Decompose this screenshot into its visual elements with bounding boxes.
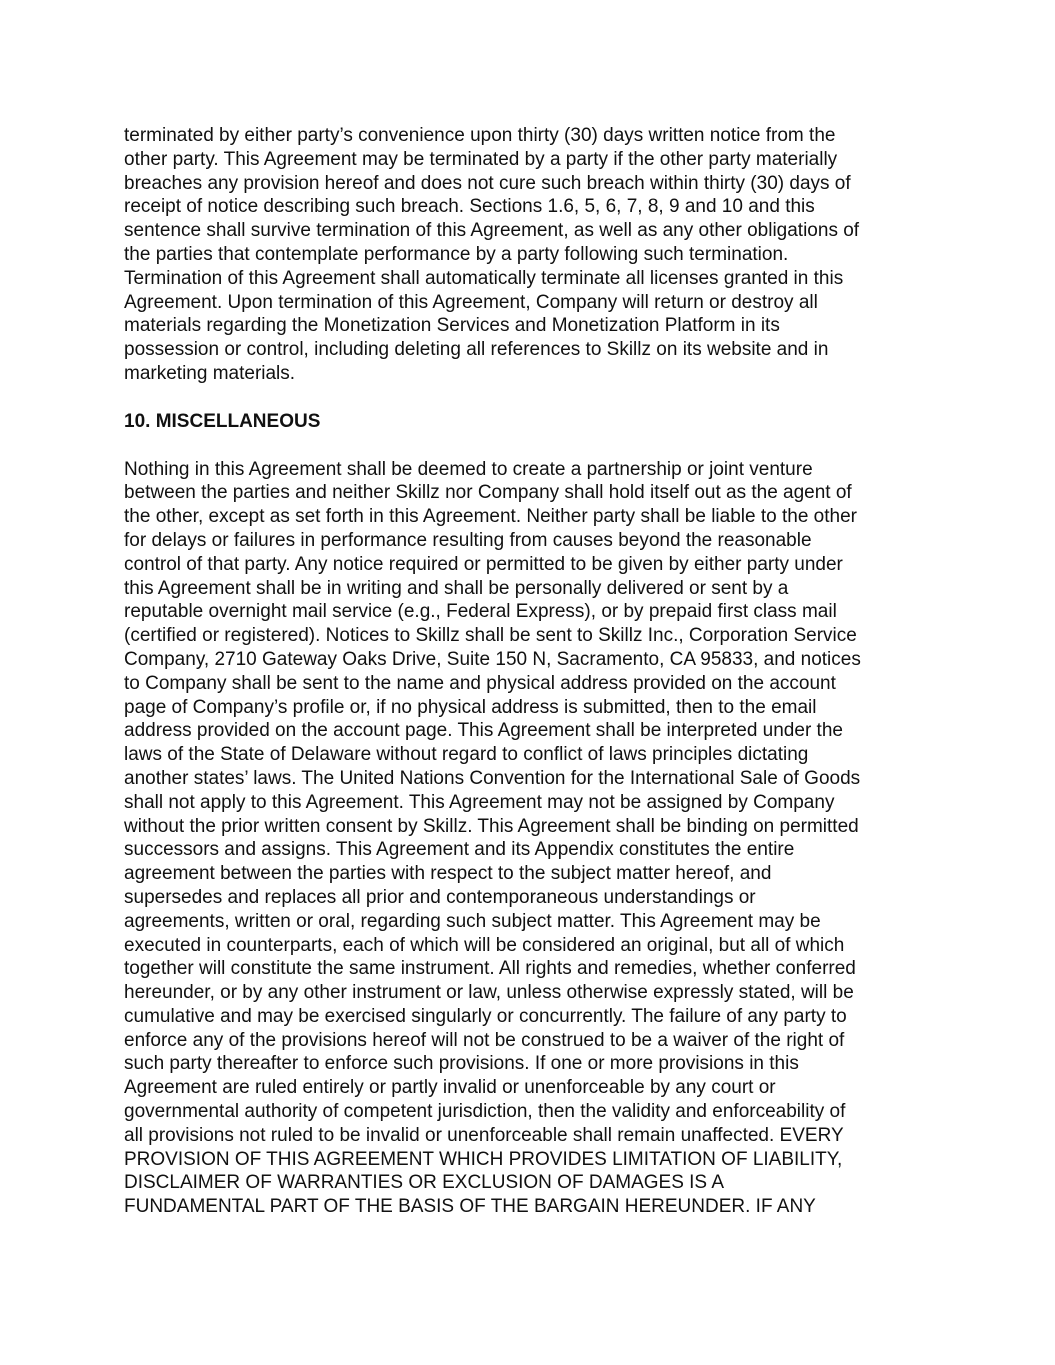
text-line: the parties that contemplate performance by a party following such termination.: [124, 243, 789, 265]
text-line: executed in counterparts, each of which will be considered an original, but all of which: [124, 934, 845, 956]
text-line: this Agreement shall be in writing and shall be personally delivered or sent by a: [124, 577, 789, 599]
document-body: [124, 124, 954, 1219]
text-line: without the prior written consent by Skillz. This Agreement shall be binding on permitted: [124, 815, 859, 837]
text-line: all provisions not ruled to be invalid or unenforceable shall remain unaffected. EVERY: [124, 1124, 844, 1146]
text-line: PROVISION OF THIS AGREEMENT WHICH PROVIDES LIMITATION OF LIABILITY,: [124, 1148, 843, 1170]
text-line: together will constitute the same instrument. All rights and remedies, whether conferred: [124, 958, 856, 980]
text-line: DISCLAIMER OF WARRANTIES OR EXCLUSION OF DAMAGES IS A: [124, 1172, 725, 1194]
text-line: FUNDAMENTAL PART OF THE BASIS OF THE BARGAIN HEREUNDER. IF ANY: [124, 1196, 816, 1218]
miscellaneous-paragraph: [124, 458, 954, 1220]
text-line: laws of the State of Delaware without regard to conflict of laws principles dictating: [124, 744, 809, 766]
text-line: receipt of notice describing such breach. Sections 1.6, 5, 6, 7, 8, 9 and 10 and this: [124, 196, 815, 218]
text-line: between the parties and neither Skillz nor Company shall hold itself out as the agent of: [124, 482, 852, 504]
text-line: sentence shall survive termination of this Agreement, as well as any other obligations of: [124, 220, 860, 242]
text-line: address provided on the account page. This Agreement shall be interpreted under the: [124, 720, 843, 742]
text-line: for delays or failures in performance resulting from causes beyond the reasonable: [124, 529, 812, 551]
text-line: possession or control, including deleting all references to Skillz on its website and in: [124, 339, 829, 361]
text-line: agreements, written or oral, regarding such subject matter. This Agreement may be: [124, 910, 821, 932]
text-line: Nothing in this Agreement shall be deemed to create a partnership or joint venture: [124, 458, 813, 480]
text-line: terminated by either party’s convenience upon thirty (30) days written notice from the: [124, 125, 836, 146]
text-line: shall not apply to this Agreement. This Agreement may not be assigned by Company: [124, 791, 835, 813]
text-line: Termination of this Agreement shall automatically terminate all licenses granted in this: [124, 267, 844, 289]
text-line: other party. This Agreement may be terminated by a party if the other party materially: [124, 148, 838, 170]
text-line: supersedes and replaces all prior and contemporaneous understandings or: [124, 886, 756, 908]
text-line: governmental authority of competent jurisdiction, then the validity and enforceability of: [124, 1101, 846, 1123]
text-line: marketing materials.: [124, 362, 296, 384]
text-line: to Company shall be sent to the name and physical address provided on the account: [124, 672, 836, 694]
text-line: hereunder, or by any other instrument or law, unless otherwise expressly stated, will be: [124, 982, 854, 1004]
text-line: Company, 2710 Gateway Oaks Drive, Suite 150 N, Sacramento, CA 95833, and notices: [124, 648, 861, 670]
text-line: enforce any of the provisions hereof will not be construed to be a waiver of the right of: [124, 1029, 845, 1051]
text-line: another states’ laws. The United Nations Convention for the International Sale of Goods: [124, 767, 861, 789]
text-line: agreement between the parties with respect to the subject matter hereof, and: [124, 863, 772, 885]
section-heading: 10. MISCELLANEOUS: [124, 410, 321, 432]
text-line: breaches any provision hereof and does not cure such breach within thirty (30) days of: [124, 172, 851, 194]
text-line: control of that party. Any notice required or permitted to be given by either party under: [124, 553, 843, 575]
text-line: such party thereafter to enforce such provisions. If one or more provisions in this: [124, 1053, 799, 1075]
text-line: page of Company’s profile or, if no physical address is submitted, then to the email: [124, 696, 817, 718]
text-line: materials regarding the Monetization Services and Monetization Platform in its: [124, 315, 780, 337]
text-line: reputable overnight mail service (e.g., Federal Express), or by prepaid first class mail: [124, 601, 837, 623]
text-line: successors and assigns. This Agreement and its Appendix constitutes the entire: [124, 839, 795, 861]
text-line: the other, except as set forth in this Agreement. Neither party shall be liable to the other: [124, 506, 857, 528]
text-line: Agreement are ruled entirely or partly invalid or unenforceable by any court or: [124, 1077, 776, 1099]
termination-paragraph: [124, 124, 954, 386]
text-line: (certified or registered). Notices to Skillz shall be sent to Skillz Inc., Corporation Service: [124, 625, 857, 647]
text-line: Agreement. Upon termination of this Agreement, Company will return or destroy all: [124, 291, 818, 313]
text-line: cumulative and may be exercised singularly or concurrently. The failure of any party to: [124, 1005, 847, 1027]
